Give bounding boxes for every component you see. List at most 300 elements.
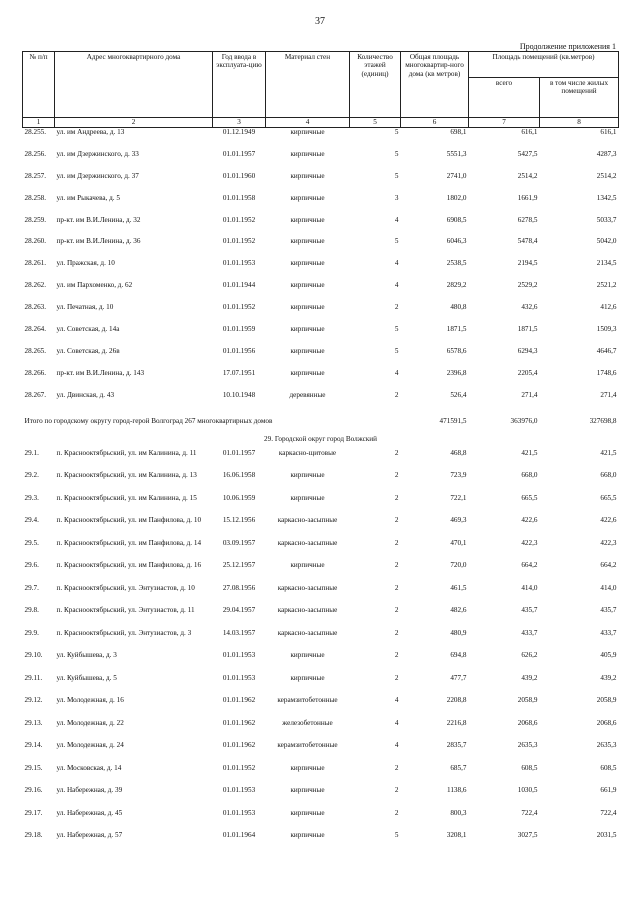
row-premises-all: 668,0 — [521, 471, 538, 480]
row-address: ул. им Дзержинского, д. 37 — [56, 171, 139, 180]
row-premises-living: 433,7 — [600, 628, 617, 637]
row-premises-living: 422,6 — [600, 516, 617, 525]
row-floors: 2 — [394, 763, 399, 772]
header-number: № п/п — [23, 52, 55, 118]
row-wall-material: кирпичные — [290, 281, 325, 290]
row-premises-living: 2058,9 — [596, 696, 617, 705]
row-number: 28.261. — [24, 259, 47, 268]
table-row — [23, 172, 619, 194]
row-number: 29.1. — [24, 448, 39, 457]
row-commission-date: 01.01.1953 — [222, 651, 256, 660]
row-address: ул. Набережная, д. 39 — [56, 786, 123, 795]
row-total-area: 2835,7 — [446, 741, 467, 750]
table-row — [23, 325, 619, 347]
total-premises-all: 363976,0 — [510, 416, 538, 425]
row-wall-material: кирпичные — [290, 368, 325, 377]
row-wall-material: кирпичные — [290, 259, 325, 268]
row-commission-date: 01.01.1962 — [222, 741, 256, 750]
row-address: ул. Пражская, д. 10 — [56, 259, 115, 268]
row-premises-all: 422,3 — [521, 538, 538, 547]
row-number: 28.258. — [24, 193, 47, 202]
row-wall-material: кирпичные — [290, 763, 325, 772]
table-row — [23, 259, 619, 281]
row-floors: 2 — [394, 628, 399, 637]
row-premises-all: 722,4 — [521, 808, 538, 817]
row-floors: 4 — [394, 259, 399, 268]
row-number: 29.13. — [24, 718, 43, 727]
row-total-area: 480,8 — [450, 303, 467, 312]
row-wall-material: кирпичные — [290, 561, 325, 570]
row-premises-living: 616,1 — [600, 128, 617, 136]
row-premises-all: 1661,9 — [517, 193, 538, 202]
row-number: 28.255. — [24, 128, 47, 136]
row-commission-date: 16.06.1958 — [222, 471, 256, 480]
row-premises-living: 1509,3 — [596, 325, 617, 334]
row-premises-all: 2514,2 — [517, 171, 538, 180]
row-number: 29.16. — [24, 786, 43, 795]
header-commission-year: Год ввода в эксплуата-цию — [213, 52, 266, 118]
row-premises-living: 1342,5 — [596, 193, 617, 202]
row-premises-living: 664,2 — [600, 561, 617, 570]
table-row — [23, 584, 619, 607]
row-number: 29.8. — [24, 606, 39, 615]
row-commission-date: 17.07.1951 — [222, 368, 256, 377]
row-premises-all: 435,7 — [521, 606, 538, 615]
row-floors: 5 — [394, 128, 399, 136]
row-number: 29.12. — [24, 696, 43, 705]
row-premises-all: 1871,5 — [517, 325, 538, 334]
row-premises-living: 668,0 — [600, 471, 617, 480]
table-row — [23, 651, 619, 674]
row-premises-living: 422,3 — [600, 538, 617, 547]
row-commission-date: 01.01.1952 — [222, 303, 256, 312]
row-total-area: 5551,3 — [446, 149, 467, 158]
row-premises-all: 3027,5 — [517, 831, 538, 840]
table-row — [23, 237, 619, 259]
row-commission-date: 01.12.1949 — [222, 128, 256, 136]
table-row — [23, 674, 619, 697]
row-total-area: 723,9 — [450, 471, 467, 480]
column-number: 3 — [213, 118, 266, 128]
page-number: 37 — [315, 16, 325, 27]
row-address: ул. Набережная, д. 57 — [56, 831, 123, 840]
row-premises-living: 412,6 — [600, 303, 617, 312]
row-floors: 2 — [394, 808, 399, 817]
row-total-area: 6908,5 — [446, 215, 467, 224]
row-floors: 2 — [394, 493, 399, 502]
row-number: 29.11. — [24, 673, 43, 682]
row-total-area: 720,0 — [450, 561, 467, 570]
table-row — [23, 471, 619, 494]
table-row — [23, 809, 619, 832]
row-total-area: 685,7 — [450, 763, 467, 772]
row-total-area: 1802,0 — [446, 193, 467, 202]
row-floors: 4 — [394, 368, 399, 377]
row-commission-date: 01.01.1953 — [222, 808, 256, 817]
row-address: п. Краснооктябрьский, ул. Энтузиастов, д. 3 — [56, 628, 192, 637]
row-wall-material: каркасно-засыпные — [277, 606, 338, 615]
table-row — [23, 303, 619, 325]
row-premises-all: 271,4 — [521, 390, 538, 399]
row-total-area: 3208,1 — [446, 831, 467, 840]
row-commission-date: 10.06.1959 — [222, 493, 256, 502]
row-address: п. Краснооктябрьский, ул. им Калинина, д. 15 — [56, 493, 197, 502]
row-commission-date: 01.01.1952 — [222, 763, 256, 772]
row-wall-material: кирпичные — [290, 831, 325, 840]
row-total-area: 477,7 — [450, 673, 467, 682]
row-premises-all: 6278,5 — [517, 215, 538, 224]
table-row — [23, 369, 619, 391]
row-total-area: 2829,2 — [446, 281, 467, 290]
row-address: п. Краснооктябрьский, ул. им Калинина, д. 11 — [56, 448, 197, 457]
row-total-area: 2216,8 — [446, 718, 467, 727]
row-total-area: 469,3 — [450, 516, 467, 525]
row-premises-living: 405,9 — [600, 651, 617, 660]
row-floors: 4 — [394, 718, 399, 727]
row-total-area: 461,5 — [450, 583, 467, 592]
row-floors: 4 — [394, 741, 399, 750]
row-premises-living: 271,4 — [600, 390, 617, 399]
row-number: 29.14. — [24, 741, 43, 750]
row-address: п. Краснооктябрьский, ул. Энтузиастов, д. 10 — [56, 583, 195, 592]
row-address: ул. Советская, д. 14а — [56, 325, 120, 334]
row-premises-living: 2635,3 — [596, 741, 617, 750]
row-premises-living: 2521,2 — [596, 281, 617, 290]
row-floors: 4 — [394, 215, 399, 224]
row-wall-material: керамзитобетонные — [277, 696, 338, 705]
row-floors: 2 — [394, 651, 399, 660]
row-commission-date: 01.01.1960 — [222, 171, 256, 180]
row-total-area: 2396,8 — [446, 368, 467, 377]
row-premises-all: 2068,6 — [517, 718, 538, 727]
row-number: 28.259. — [24, 215, 47, 224]
row-floors: 2 — [394, 583, 399, 592]
row-number: 28.266. — [24, 368, 47, 377]
row-premises-living: 421,5 — [600, 448, 617, 457]
row-premises-all: 664,2 — [521, 561, 538, 570]
row-address: ул. Молодежная, д. 24 — [56, 741, 124, 750]
table-row — [23, 391, 619, 413]
row-number: 28.257. — [24, 171, 47, 180]
row-commission-date: 01.01.1959 — [222, 325, 256, 334]
row-commission-date: 01.01.1952 — [222, 237, 256, 246]
row-premises-all: 439,2 — [521, 673, 538, 682]
header-premises-area: Площадь помещений (кв.метров) — [469, 52, 619, 78]
row-address: пр-кт. им В.И.Ленина, д. 143 — [56, 368, 145, 377]
row-address: пр-кт. им В.И.Ленина, д. 32 — [56, 215, 141, 224]
header-premises-all: всего — [469, 78, 540, 118]
column-number: 8 — [540, 118, 619, 128]
column-number: 5 — [350, 118, 401, 128]
table-row — [23, 128, 619, 150]
row-total-area: 6046,3 — [446, 237, 467, 246]
row-number: 29.6. — [24, 561, 39, 570]
row-wall-material: кирпичные — [290, 325, 325, 334]
row-total-area: 2741,0 — [446, 171, 467, 180]
row-total-area: 2208,8 — [446, 696, 467, 705]
row-commission-date: 15.12.1956 — [222, 516, 256, 525]
row-floors: 3 — [394, 193, 399, 202]
row-floors: 5 — [394, 171, 399, 180]
row-wall-material: кирпичные — [290, 808, 325, 817]
row-premises-all: 2058,9 — [517, 696, 538, 705]
row-premises-all: 5427,5 — [517, 149, 538, 158]
row-total-area: 526,4 — [450, 390, 467, 399]
row-commission-date: 01.01.1962 — [222, 696, 256, 705]
row-floors: 5 — [394, 237, 399, 246]
row-commission-date: 01.01.1956 — [222, 346, 256, 355]
header-column-numbers — [23, 118, 619, 128]
table-row — [23, 516, 619, 539]
column-number: 7 — [469, 118, 540, 128]
header-floors: Количество этажей (единиц) — [350, 52, 401, 118]
row-address: ул. Московская, д. 14 — [56, 763, 122, 772]
row-premises-all: 6294,3 — [517, 346, 538, 355]
row-wall-material: кирпичные — [290, 303, 325, 312]
row-wall-material: кирпичные — [290, 786, 325, 795]
row-total-area: 800,3 — [450, 808, 467, 817]
row-premises-all: 608,5 — [521, 763, 538, 772]
row-wall-material: железобетонные — [282, 718, 333, 727]
row-commission-date: 01.01.1952 — [222, 215, 256, 224]
row-wall-material: каркасно-засыпные — [277, 538, 338, 547]
row-address: п. Краснооктябрьский, ул. им Панфилова, д. 10 — [56, 516, 202, 525]
row-premises-all: 422,6 — [521, 516, 538, 525]
row-total-area: 468,8 — [450, 448, 467, 457]
total-area: 471591,5 — [439, 416, 467, 425]
row-floors: 2 — [394, 471, 399, 480]
row-total-area: 2538,5 — [446, 259, 467, 268]
row-address: ул. Двинская, д. 43 — [56, 390, 115, 399]
row-floors: 2 — [394, 516, 399, 525]
row-address: ул. им Пархоменко, д. 62 — [56, 281, 133, 290]
row-floors: 5 — [394, 831, 399, 840]
row-premises-living: 5042,0 — [596, 237, 617, 246]
row-commission-date: 27.08.1956 — [222, 583, 256, 592]
table-row — [23, 606, 619, 629]
table-row — [23, 764, 619, 787]
row-premises-all: 433,7 — [521, 628, 538, 637]
row-number: 29.2. — [24, 471, 39, 480]
row-total-area: 6578,6 — [446, 346, 467, 355]
row-premises-all: 2205,4 — [517, 368, 538, 377]
row-number: 28.264. — [24, 325, 47, 334]
row-number: 28.263. — [24, 303, 47, 312]
row-premises-living: 722,4 — [600, 808, 617, 817]
row-wall-material: кирпичные — [290, 237, 325, 246]
row-commission-date: 01.01.1957 — [222, 149, 256, 158]
row-premises-living: 435,7 — [600, 606, 617, 615]
row-number: 29.3. — [24, 493, 39, 502]
table-row — [23, 831, 619, 854]
row-number: 28.262. — [24, 281, 47, 290]
row-wall-material: кирпичные — [290, 673, 325, 682]
row-commission-date: 01.01.1957 — [222, 448, 256, 457]
row-commission-date: 01.01.1944 — [222, 281, 256, 290]
row-address: ул. Печатная, д. 10 — [56, 303, 114, 312]
table-row — [23, 449, 619, 472]
row-address: ул. Набережная, д. 45 — [56, 808, 123, 817]
row-wall-material: каркасно-засыпные — [277, 628, 338, 637]
row-premises-all: 2635,3 — [517, 741, 538, 750]
table-row — [23, 561, 619, 584]
row-premises-living: 5033,7 — [596, 215, 617, 224]
row-commission-date: 01.01.1953 — [222, 259, 256, 268]
row-wall-material: кирпичные — [290, 471, 325, 480]
row-premises-living: 414,0 — [600, 583, 617, 592]
row-address: п. Краснооктябрьский, ул. Энтузиастов, д. 11 — [56, 606, 195, 615]
table-row — [23, 741, 619, 764]
header-total-area: Общая площадь многоквартир-ного дома (кв метров) — [401, 52, 469, 118]
row-number: 29.18. — [24, 831, 43, 840]
table-row — [23, 347, 619, 369]
row-wall-material: кирпичные — [290, 215, 325, 224]
continuation-note: Продолжение приложения 1 — [519, 42, 616, 51]
row-commission-date: 25.12.1957 — [222, 561, 256, 570]
row-wall-material: кирпичные — [290, 193, 325, 202]
row-wall-material: каркасно-засыпные — [277, 583, 338, 592]
row-wall-material: кирпичные — [290, 128, 325, 136]
table-row — [23, 216, 619, 238]
row-address: ул. им Дзержинского, д. 33 — [56, 149, 139, 158]
row-number: 29.17. — [24, 808, 43, 817]
row-floors: 5 — [394, 149, 399, 158]
row-address: ул. Куйбышева, д. 5 — [56, 673, 117, 682]
total-row — [23, 417, 619, 435]
header-address: Адрес многоквартирного дома — [55, 52, 213, 118]
row-premises-living: 2514,2 — [596, 171, 617, 180]
row-address: п. Краснооктябрьский, ул. им Панфилова, д. 14 — [56, 538, 202, 547]
row-premises-living: 608,5 — [600, 763, 617, 772]
row-premises-all: 414,0 — [521, 583, 538, 592]
row-address: ул. Молодежная, д. 16 — [56, 696, 124, 705]
row-address: ул. им Рыкачева, д. 5 — [56, 193, 120, 202]
row-wall-material: деревянные — [289, 390, 326, 399]
row-floors: 2 — [394, 303, 399, 312]
row-floors: 2 — [394, 786, 399, 795]
row-wall-material: кирпичные — [290, 651, 325, 660]
row-premises-living: 2031,5 — [596, 831, 617, 840]
row-address: п. Краснооктябрьский, ул. им Калинина, д. 13 — [56, 471, 197, 480]
total-label: Итого по городскому округу город-герой Волгоград 267 многоквартирных домов — [24, 416, 273, 425]
row-wall-material: кирпичные — [290, 171, 325, 180]
row-address: ул. Молодежная, д. 22 — [56, 718, 124, 727]
row-floors: 2 — [394, 561, 399, 570]
row-premises-living: 439,2 — [600, 673, 617, 682]
row-premises-all: 421,5 — [521, 448, 538, 457]
row-number: 29.10. — [24, 651, 43, 660]
header-wall-material: Материал стен — [266, 52, 350, 118]
column-number: 1 — [23, 118, 55, 128]
row-number: 29.4. — [24, 516, 39, 525]
row-address: п. Краснооктябрьский, ул. им Панфилова, д. 16 — [56, 561, 202, 570]
row-floors: 2 — [394, 448, 399, 457]
row-commission-date: 29.04.1957 — [222, 606, 256, 615]
table-row — [23, 281, 619, 303]
row-number: 29.5. — [24, 538, 39, 547]
table-row — [23, 629, 619, 652]
column-number: 6 — [401, 118, 469, 128]
header-premises-living: в том числе жилых помещений — [540, 78, 619, 118]
row-commission-date: 01.01.1964 — [222, 831, 256, 840]
row-premises-all: 626,2 — [521, 651, 538, 660]
row-address: пр-кт. им В.И.Ленина, д. 36 — [56, 237, 141, 246]
row-premises-all: 616,1 — [521, 128, 538, 136]
row-premises-living: 661,9 — [600, 786, 617, 795]
row-floors: 5 — [394, 325, 399, 334]
row-premises-living: 4287,3 — [596, 149, 617, 158]
row-number: 29.7. — [24, 583, 39, 592]
row-commission-date: 03.09.1957 — [222, 538, 256, 547]
row-premises-all: 2194,5 — [517, 259, 538, 268]
total-premises-living: 327698,8 — [589, 416, 617, 425]
row-floors: 4 — [394, 281, 399, 290]
row-premises-living: 1748,6 — [596, 368, 617, 377]
row-floors: 4 — [394, 696, 399, 705]
row-total-area: 480,9 — [450, 628, 467, 637]
table-row — [23, 150, 619, 172]
row-floors: 2 — [394, 673, 399, 682]
row-commission-date: 01.01.1953 — [222, 673, 256, 682]
row-address: ул. Куйбышева, д. 3 — [56, 651, 117, 660]
row-premises-living: 2134,5 — [596, 259, 617, 268]
table-header — [23, 52, 619, 128]
row-wall-material: кирпичные — [290, 346, 325, 355]
row-commission-date: 01.01.1958 — [222, 193, 256, 202]
table-row — [23, 194, 619, 216]
row-premises-living: 2068,6 — [596, 718, 617, 727]
row-commission-date: 10.10.1948 — [222, 390, 256, 399]
row-total-area: 1871,5 — [446, 325, 467, 334]
row-total-area: 698,1 — [450, 128, 467, 136]
row-commission-date: 01.01.1962 — [222, 718, 256, 727]
row-wall-material: каркасно-щитовые — [278, 448, 337, 457]
table-body — [23, 128, 619, 854]
table-row — [23, 494, 619, 517]
section-title: 29. Городской округ город Волжский — [264, 434, 377, 443]
row-premises-all: 2529,2 — [517, 281, 538, 290]
row-total-area: 1138,6 — [447, 786, 467, 795]
table-row — [23, 696, 619, 719]
row-total-area: 470,1 — [450, 538, 467, 547]
column-number: 4 — [266, 118, 350, 128]
row-premises-all: 665,5 — [521, 493, 538, 502]
row-premises-living: 4646,7 — [596, 346, 617, 355]
row-total-area: 722,1 — [450, 493, 467, 502]
row-premises-all: 5478,4 — [517, 237, 538, 246]
row-floors: 5 — [394, 346, 399, 355]
row-number: 29.15. — [24, 763, 43, 772]
row-wall-material: каркасно-засыпные — [277, 516, 338, 525]
row-total-area: 694,8 — [450, 651, 467, 660]
row-number: 28.256. — [24, 149, 47, 158]
row-address: ул. им Андреева, д. 13 — [56, 128, 125, 136]
row-commission-date: 14.03.1957 — [222, 628, 256, 637]
apartment-buildings-table — [22, 51, 619, 854]
row-total-area: 482,6 — [450, 606, 467, 615]
row-floors: 2 — [394, 538, 399, 547]
row-wall-material: керамзитобетонные — [277, 741, 338, 750]
row-address: ул. Советская, д. 26в — [56, 346, 120, 355]
column-number: 2 — [55, 118, 213, 128]
row-wall-material: кирпичные — [290, 493, 325, 502]
row-number: 28.267. — [24, 390, 47, 399]
table-row — [23, 719, 619, 742]
table-row — [23, 539, 619, 562]
row-number: 28.260. — [24, 237, 47, 246]
row-commission-date: 01.01.1953 — [222, 786, 256, 795]
row-premises-all: 432,6 — [521, 303, 538, 312]
